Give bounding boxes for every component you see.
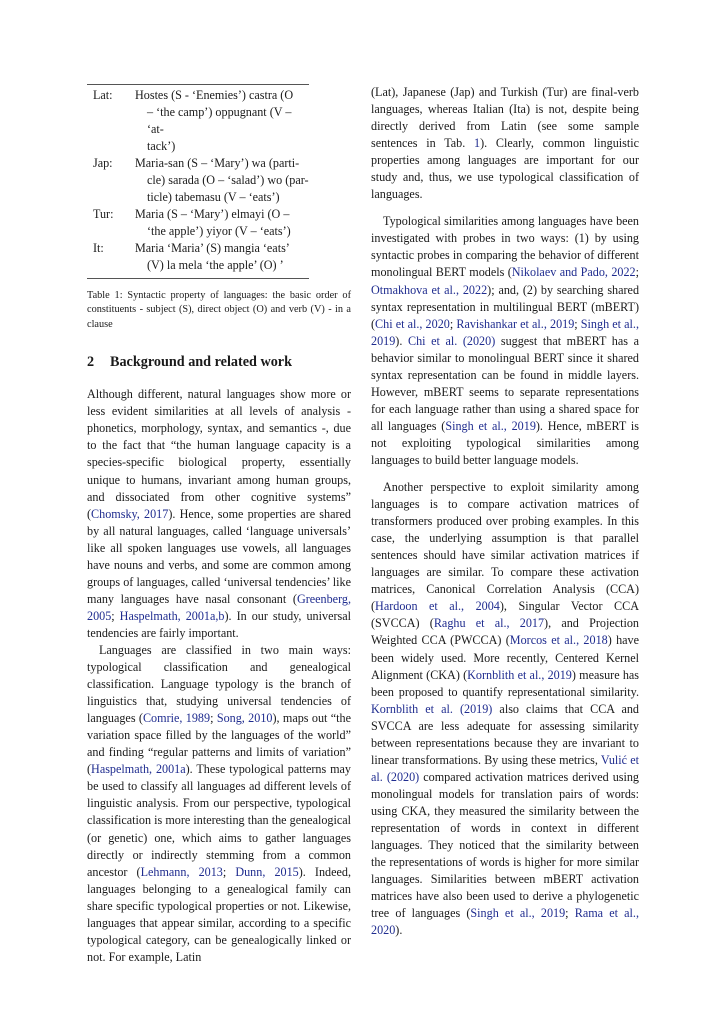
- citation-link[interactable]: Singh et al., 2019: [445, 418, 536, 433]
- citation-link[interactable]: Rama et al., 2020: [371, 906, 639, 938]
- sentence-line: Hostes (S - ‘Enemies’) castra (O: [135, 88, 294, 102]
- table-row: [87, 155, 309, 206]
- citation-link[interactable]: 1: [474, 136, 481, 151]
- sentence-line: Maria ‘Maria’ (S) mangia ‘eats’: [135, 241, 290, 256]
- citation-link[interactable]: Kornblith et al. (2019): [371, 701, 493, 716]
- citation-link[interactable]: Otmakhova et al., 2022: [371, 282, 488, 297]
- citation-link[interactable]: Morcos et al., 2018: [509, 633, 608, 648]
- left-body-text: [87, 386, 351, 966]
- table-row: [87, 240, 309, 274]
- table-cell-sentence: [135, 155, 309, 206]
- sentence-line: – ‘the camp’) oppugnant (V – ‘at-: [147, 105, 292, 137]
- table-cell-sentence: [135, 87, 309, 155]
- citation-link[interactable]: Nikolaev and Pado, 2022: [511, 265, 636, 280]
- citation-link[interactable]: Chi et al., 2020: [375, 316, 450, 331]
- citation-link[interactable]: Greenberg, 2005: [87, 591, 351, 623]
- citation-link[interactable]: Chi et al. (2020): [407, 333, 496, 348]
- paragraph: Typological similarities among languages have been investigated with probes in two ways: (1) by using syntactic probes in comparing the behavior of different monolingual BERT models (Nikolaev and Pado, 2022; Otmakhova et al., 2022); and, (2) by searching shared syntax representation in multilingual BERT (mBERT) (Chi et al., 2020; Ravishankar et al., 2019; Singh et al., 2019). Chi et al. (2020) suggest that mBERT has a behavior similar to monolingual BERT since it shared syntax representation can be found in middle layers. However, mBERT seems to separate representations for each language rather than using a shared space for all languages (Singh et al., 2019). Hence, mBERT is not exploiting typological similarities among languages to build better language models.: [371, 214, 640, 467]
- left-column: [87, 84, 351, 966]
- citation-link[interactable]: Lehmann, 2013: [140, 864, 223, 879]
- table-row: [87, 87, 309, 155]
- citation-link[interactable]: Haspelmath, 2001a,b: [119, 608, 225, 623]
- citation-link[interactable]: Raghu et al., 2017: [433, 616, 545, 631]
- section-title: Background and related work: [110, 354, 292, 371]
- citation-link[interactable]: Singh et al., 2019: [371, 316, 639, 348]
- paragraph: Although different, natural languages show more or less evident similarities at all levels of analysis - phonetics, morphology, syntax, and semantics -, due to the fact that “the human language capacity is a species-specific biological property, essentially unique to humans, invariant among human groups, and dissociated from other cognitive systems” (Chomsky, 2017). Hence, some properties are shared by all natural languages, called ‘language universals’ like all spoken languages use vowels, all languages have nouns and verbs, and some are common among groups of languages, called ‘universal tendencies’ like many languages have nasal consonant (Greenberg, 2005; Haspelmath, 2001a,b). In our study, universal tendencies are fairly important.: [87, 387, 351, 640]
- sentence-line: ticle) tabemasu (V – ‘eats’): [147, 190, 280, 205]
- paragraph: (Lat), Japanese (Jap) and Turkish (Tur) are final-verb languages, whereas Italian (Ita) is not, despite being directly derived from Latin (see some sample sentences in Tab. 1). Clearly, common linguistic properties among languages are important for our study and, thus, we use typological classification of languages.: [371, 85, 639, 202]
- table-cell-language: It:: [93, 241, 104, 256]
- citation-link[interactable]: Haspelmath, 2001a: [91, 762, 186, 777]
- sentence-line: Maria-san (S – ‘Mary’) wa (parti-: [135, 156, 300, 171]
- table-cell-language: Jap:: [93, 156, 113, 171]
- citation-link[interactable]: Comrie, 1989: [142, 711, 211, 726]
- sentence-line: ‘the apple’) yiyor (V – ‘eats’): [147, 224, 291, 239]
- citation-link[interactable]: Song, 2010: [216, 711, 273, 726]
- right-column: [371, 84, 639, 939]
- table-caption: Table 1: Syntactic property of languages: the basic order of constituents - subject (S), direct object (O) and verb (V) - in a clause: [87, 289, 351, 330]
- sentence-line: (V) la mela ‘the apple’ (O) ’: [147, 258, 284, 273]
- citation-link[interactable]: Dunn, 2015: [235, 864, 299, 879]
- paragraph: Languages are classified in two main ways: typological classification and genealogical classification. Language typology is the branch of linguistics that, studying universal tendencies of languages (Comrie, 1989; Song, 2010), maps out “the variation space filled by the languages of the world” and finding “regular patterns and limits of variation” (Haspelmath, 2001a). These typological patterns may be used to classify all languages ad different levels of linguistic analysis. From our perspective, typological classification is more interesting than the genealogical (or genetic) one, which aims to gather languages directly or indirectly stemming from a common ancestor (Lehmann, 2013; Dunn, 2015). Indeed, languages belonging to a genealogical family can share specific typological properties or not. Likewise, languages that appear similar, according to a specific typological category, can be genealogically linked or not. For example, Latin: [87, 643, 351, 964]
- right-body-text: [371, 84, 639, 939]
- language-table-grid: [87, 87, 309, 275]
- citation-link[interactable]: Vulić et al. (2020): [371, 752, 639, 784]
- sentence-line: Maria (S – ‘Mary’) elmayi (O –: [135, 207, 290, 222]
- table-cell-sentence: [135, 240, 309, 274]
- table-cell-language: Lat:: [93, 88, 113, 102]
- language-table: [87, 84, 309, 279]
- table-cell-language: Tur:: [93, 207, 114, 222]
- paragraph: Another perspective to exploit similarity among languages is to compare activation matrices of transformers produced over probing examples. In this case, the underlying assumption is that parallel sentences should have similar activation matrices if languages are similar. To compare these activation matrices, Canonical Correlation Analysis (CCA) (Hardoon et al., 2004), Singular Vector CCA (SVCCA) (Raghu et al., 2017), and Projection Weighted CCA (PWCCA) (Morcos et al., 2018) have been widely used. More recently, Centered Kernel Alignment (CKA) (Kornblith et al., 2019) measure has been proposed to quantify representational similarity. Kornblith et al. (2019) also claims that CCA and SVCCA are less adequate for assessing similarity between representations because they are invariant to linear transformations. By using these metrics, Vulić et al. (2020) compared activation matrices derived using monolingual models for translation pairs of words: using CKA, they measured the similarity between the representation of words in context in different languages. They noticed that the similarity between the representations of words is higher for more similar languages. Similarities between mBERT activation matrices have also been used to derive a phylogenetic tree of languages (Singh et al., 2019; Rama et al., 2020).: [371, 480, 640, 938]
- citation-link[interactable]: Chomsky, 2017: [91, 506, 169, 521]
- citation-link[interactable]: Singh et al., 2019: [470, 906, 566, 921]
- section-number: 2: [87, 354, 95, 371]
- table-row: [87, 206, 309, 240]
- table-cell-sentence: [135, 206, 309, 240]
- citation-link[interactable]: Hardoon et al., 2004: [375, 599, 500, 614]
- citation-link[interactable]: Kornblith et al., 2019: [467, 667, 572, 682]
- section-heading: [87, 354, 351, 371]
- citation-link[interactable]: Ravishankar et al., 2019: [456, 316, 575, 331]
- sentence-line: tack’): [147, 139, 176, 154]
- sentence-line: cle) sarada (O – ‘salad’) wo (par-: [147, 173, 309, 188]
